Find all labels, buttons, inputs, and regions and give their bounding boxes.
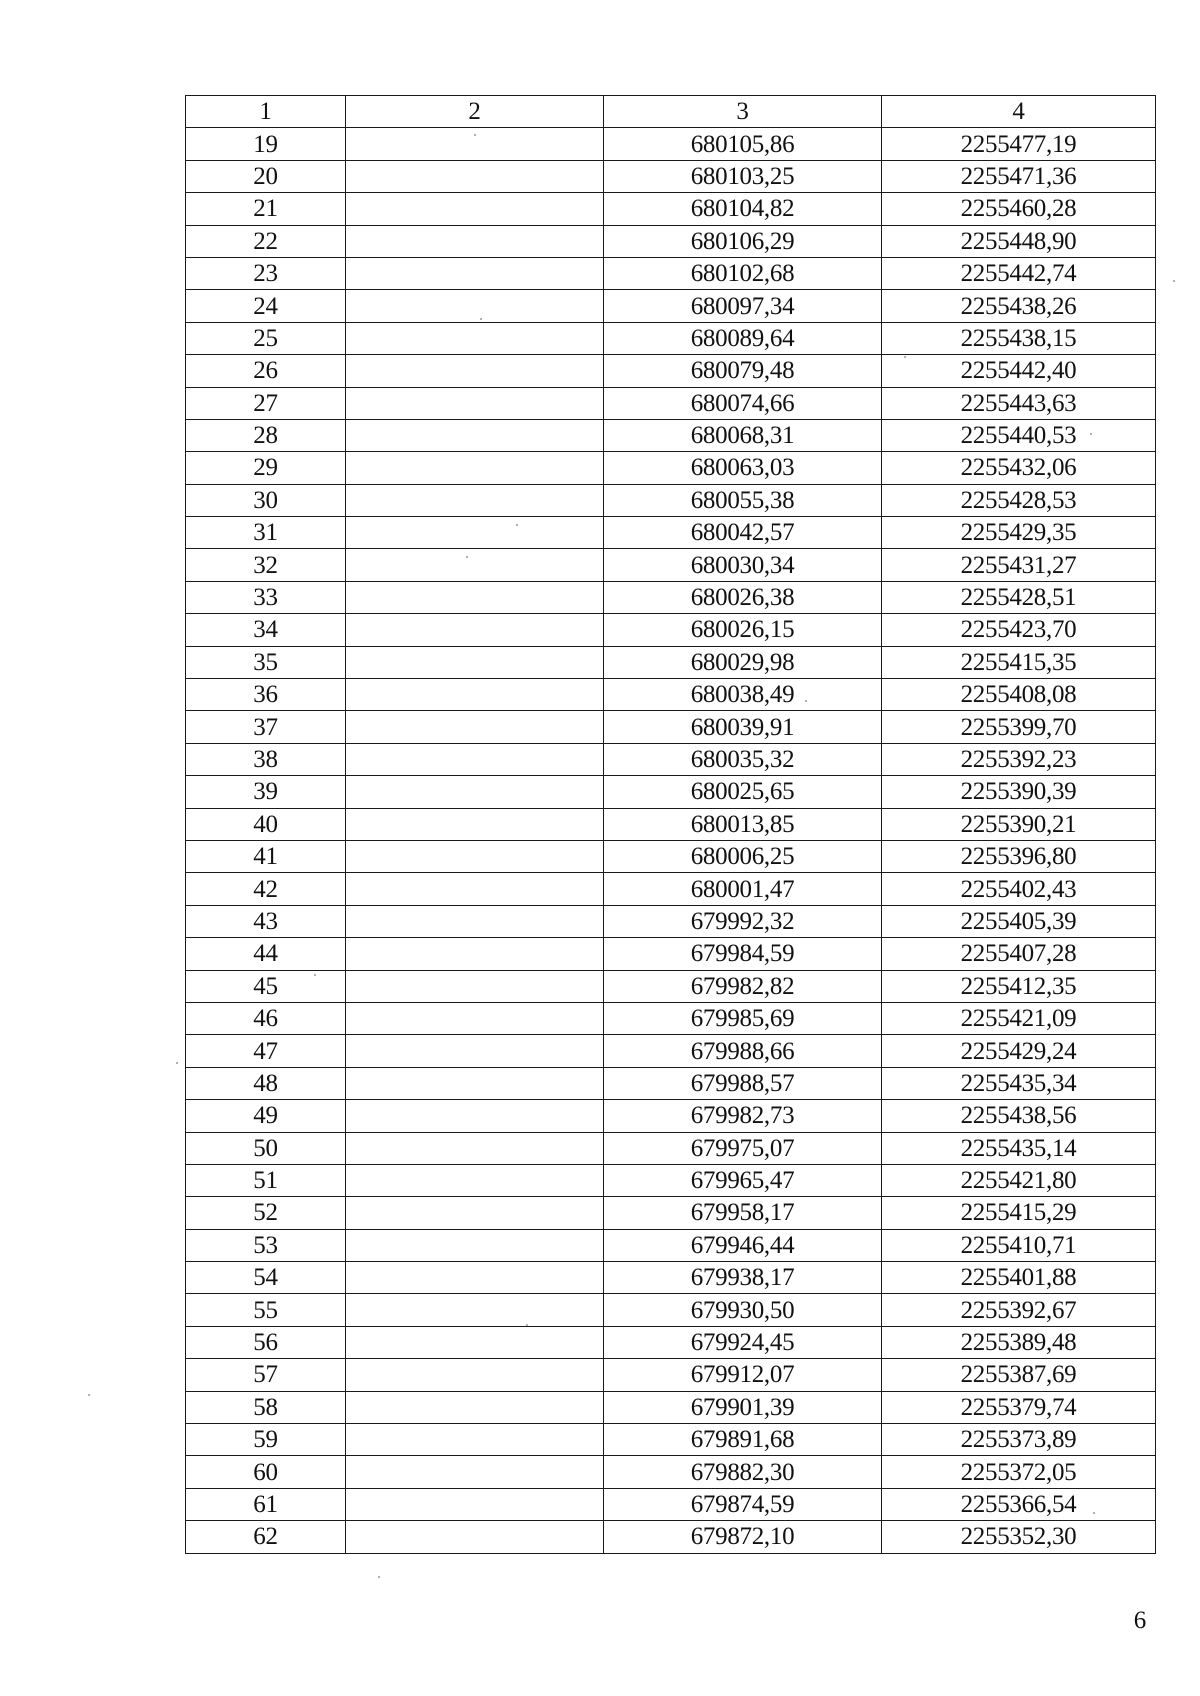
table-row <box>186 840 1156 872</box>
description-cell <box>346 419 604 451</box>
coordinate-x-cell: 680074,66 <box>604 387 882 419</box>
coordinate-x-cell: 679872,10 <box>604 1521 882 1553</box>
table-row <box>186 290 1156 322</box>
coordinate-x-cell: 680029,98 <box>604 646 882 678</box>
coordinate-x-cell: 680079,48 <box>604 355 882 387</box>
point-number-cell: 33 <box>186 581 346 613</box>
description-cell <box>346 905 604 937</box>
coordinate-x-cell: 679958,17 <box>604 1197 882 1229</box>
point-number-cell: 61 <box>186 1488 346 1520</box>
coordinate-y-cell: 2255415,35 <box>882 646 1156 678</box>
coordinate-y-cell: 2255429,24 <box>882 1035 1156 1067</box>
table-row <box>186 1294 1156 1326</box>
coordinate-x-cell: 680006,25 <box>604 840 882 872</box>
scan-speck <box>1093 1512 1095 1514</box>
coordinate-y-cell: 2255432,06 <box>882 452 1156 484</box>
point-number-cell: 54 <box>186 1262 346 1294</box>
description-cell <box>346 776 604 808</box>
table-row <box>186 387 1156 419</box>
coordinate-x-cell: 680030,34 <box>604 549 882 581</box>
point-number-cell: 50 <box>186 1132 346 1164</box>
table-row <box>186 355 1156 387</box>
point-number-cell: 23 <box>186 257 346 289</box>
point-number-cell: 46 <box>186 1002 346 1034</box>
coordinate-x-cell: 680097,34 <box>604 290 882 322</box>
table-row <box>186 970 1156 1002</box>
point-number-cell: 31 <box>186 517 346 549</box>
description-cell <box>346 452 604 484</box>
table-row <box>186 1488 1156 1520</box>
scan-speck <box>1090 433 1092 435</box>
coordinate-y-cell: 2255442,74 <box>882 257 1156 289</box>
coordinate-y-cell: 2255442,40 <box>882 355 1156 387</box>
table-row <box>186 322 1156 354</box>
table-row <box>186 193 1156 225</box>
table-row <box>186 1100 1156 1132</box>
coordinate-x-cell: 680042,57 <box>604 517 882 549</box>
point-number-cell: 49 <box>186 1100 346 1132</box>
coordinate-y-cell: 2255440,53 <box>882 419 1156 451</box>
coordinate-y-cell: 2255438,56 <box>882 1100 1156 1132</box>
coordinate-y-cell: 2255390,21 <box>882 808 1156 840</box>
coordinate-x-cell: 680105,86 <box>604 128 882 160</box>
table-row <box>186 1359 1156 1391</box>
description-cell <box>346 1456 604 1488</box>
description-cell <box>346 646 604 678</box>
point-number-cell: 56 <box>186 1326 346 1358</box>
scan-speck <box>480 318 482 320</box>
table-row <box>186 160 1156 192</box>
table-row <box>186 711 1156 743</box>
description-cell <box>346 840 604 872</box>
coordinate-y-cell: 2255438,15 <box>882 322 1156 354</box>
table-row <box>186 905 1156 937</box>
coordinate-x-cell: 680103,25 <box>604 160 882 192</box>
coordinate-y-cell: 2255438,26 <box>882 290 1156 322</box>
description-cell <box>346 581 604 613</box>
column-header-4: 4 <box>882 96 1156 128</box>
coordinate-x-cell: 680055,38 <box>604 484 882 516</box>
point-number-cell: 37 <box>186 711 346 743</box>
description-cell <box>346 1488 604 1520</box>
table-row <box>186 1391 1156 1423</box>
coordinate-y-cell: 2255428,51 <box>882 581 1156 613</box>
table-header <box>186 96 1156 128</box>
coordinate-y-cell: 2255399,70 <box>882 711 1156 743</box>
description-cell <box>346 257 604 289</box>
coordinate-x-cell: 680068,31 <box>604 419 882 451</box>
coordinate-x-cell: 680025,65 <box>604 776 882 808</box>
description-cell <box>346 1067 604 1099</box>
table-row <box>186 581 1156 613</box>
coordinate-x-cell: 679924,45 <box>604 1326 882 1358</box>
scan-speck <box>474 134 476 136</box>
point-number-cell: 62 <box>186 1521 346 1553</box>
table-row <box>186 1164 1156 1196</box>
table-row <box>186 1197 1156 1229</box>
coordinate-x-cell: 680013,85 <box>604 808 882 840</box>
description-cell <box>346 1132 604 1164</box>
coordinate-y-cell: 2255435,34 <box>882 1067 1156 1099</box>
point-number-cell: 26 <box>186 355 346 387</box>
coordinate-x-cell: 679985,69 <box>604 1002 882 1034</box>
point-number-cell: 43 <box>186 905 346 937</box>
point-number-cell: 45 <box>186 970 346 1002</box>
scan-speck <box>466 556 468 558</box>
coordinates-table <box>185 95 1156 1554</box>
description-cell <box>346 1262 604 1294</box>
table-row <box>186 1424 1156 1456</box>
description-cell <box>346 355 604 387</box>
coordinate-y-cell: 2255407,28 <box>882 938 1156 970</box>
coordinate-y-cell: 2255390,39 <box>882 776 1156 808</box>
coordinate-x-cell: 680063,03 <box>604 452 882 484</box>
point-number-cell: 29 <box>186 452 346 484</box>
description-cell <box>346 322 604 354</box>
point-number-cell: 48 <box>186 1067 346 1099</box>
coordinate-x-cell: 680089,64 <box>604 322 882 354</box>
point-number-cell: 25 <box>186 322 346 354</box>
table-row <box>186 549 1156 581</box>
description-cell <box>346 1359 604 1391</box>
point-number-cell: 35 <box>186 646 346 678</box>
coordinate-y-cell: 2255373,89 <box>882 1424 1156 1456</box>
coordinate-y-cell: 2255460,28 <box>882 193 1156 225</box>
coordinate-y-cell: 2255421,09 <box>882 1002 1156 1034</box>
table-row <box>186 517 1156 549</box>
column-header-3: 3 <box>604 96 882 128</box>
coordinate-y-cell: 2255352,30 <box>882 1521 1156 1553</box>
table-row <box>186 1456 1156 1488</box>
point-number-cell: 19 <box>186 128 346 160</box>
coordinate-y-cell: 2255387,69 <box>882 1359 1156 1391</box>
description-cell <box>346 1035 604 1067</box>
coordinate-y-cell: 2255431,27 <box>882 549 1156 581</box>
coordinate-x-cell: 679988,57 <box>604 1067 882 1099</box>
description-cell <box>346 225 604 257</box>
coordinate-x-cell: 679965,47 <box>604 1164 882 1196</box>
point-number-cell: 34 <box>186 614 346 646</box>
coordinate-y-cell: 2255415,29 <box>882 1197 1156 1229</box>
coordinate-y-cell: 2255408,08 <box>882 679 1156 711</box>
description-cell <box>346 873 604 905</box>
point-number-cell: 42 <box>186 873 346 905</box>
point-number-cell: 38 <box>186 743 346 775</box>
coordinate-x-cell: 679912,07 <box>604 1359 882 1391</box>
table-row <box>186 776 1156 808</box>
table-row <box>186 808 1156 840</box>
point-number-cell: 58 <box>186 1391 346 1423</box>
point-number-cell: 52 <box>186 1197 346 1229</box>
scan-speck <box>88 1394 90 1396</box>
table-row <box>186 128 1156 160</box>
coordinate-x-cell: 679982,82 <box>604 970 882 1002</box>
table-row <box>186 873 1156 905</box>
scan-speck <box>176 1062 178 1064</box>
table-row <box>186 484 1156 516</box>
coordinate-x-cell: 679982,73 <box>604 1100 882 1132</box>
coordinate-y-cell: 2255429,35 <box>882 517 1156 549</box>
point-number-cell: 59 <box>186 1424 346 1456</box>
table-row <box>186 452 1156 484</box>
coordinate-y-cell: 2255366,54 <box>882 1488 1156 1520</box>
description-cell <box>346 1229 604 1261</box>
header-row <box>186 96 1156 128</box>
description-cell <box>346 970 604 1002</box>
description-cell <box>346 711 604 743</box>
coordinate-x-cell: 680106,29 <box>604 225 882 257</box>
table-row <box>186 1035 1156 1067</box>
description-cell <box>346 679 604 711</box>
coordinate-y-cell: 2255389,48 <box>882 1326 1156 1358</box>
point-number-cell: 60 <box>186 1456 346 1488</box>
point-number-cell: 41 <box>186 840 346 872</box>
scan-speck <box>378 1576 380 1578</box>
table-row <box>186 1132 1156 1164</box>
description-cell <box>346 290 604 322</box>
coordinate-y-cell: 2255392,23 <box>882 743 1156 775</box>
description-cell <box>346 193 604 225</box>
coordinate-x-cell: 680038,49 <box>604 679 882 711</box>
table-row <box>186 1002 1156 1034</box>
coordinate-y-cell: 2255477,19 <box>882 128 1156 160</box>
table-row <box>186 257 1156 289</box>
table-row <box>186 419 1156 451</box>
table-row <box>186 938 1156 970</box>
description-cell <box>346 1197 604 1229</box>
table-body <box>186 128 1156 1553</box>
coordinate-x-cell: 679984,59 <box>604 938 882 970</box>
coordinate-y-cell: 2255421,80 <box>882 1164 1156 1196</box>
coordinate-x-cell: 679891,68 <box>604 1424 882 1456</box>
scan-speck <box>516 524 518 526</box>
page-number: 6 <box>1133 1607 1147 1634</box>
description-cell <box>346 1294 604 1326</box>
coordinate-x-cell: 679946,44 <box>604 1229 882 1261</box>
scan-speck <box>526 1324 528 1326</box>
coordinate-y-cell: 2255372,05 <box>882 1456 1156 1488</box>
coordinate-y-cell: 2255423,70 <box>882 614 1156 646</box>
table-row <box>186 614 1156 646</box>
point-number-cell: 32 <box>186 549 346 581</box>
scan-speck <box>805 700 807 702</box>
description-cell <box>346 484 604 516</box>
point-number-cell: 30 <box>186 484 346 516</box>
coordinate-x-cell: 679938,17 <box>604 1262 882 1294</box>
point-number-cell: 39 <box>186 776 346 808</box>
point-number-cell: 28 <box>186 419 346 451</box>
point-number-cell: 22 <box>186 225 346 257</box>
description-cell <box>346 743 604 775</box>
coordinate-y-cell: 2255401,88 <box>882 1262 1156 1294</box>
point-number-cell: 21 <box>186 193 346 225</box>
coordinate-y-cell: 2255402,43 <box>882 873 1156 905</box>
scan-speck <box>314 974 316 976</box>
description-cell <box>346 1521 604 1553</box>
point-number-cell: 36 <box>186 679 346 711</box>
table-row <box>186 1067 1156 1099</box>
point-number-cell: 24 <box>186 290 346 322</box>
coordinate-x-cell: 679975,07 <box>604 1132 882 1164</box>
coordinate-y-cell: 2255410,71 <box>882 1229 1156 1261</box>
point-number-cell: 44 <box>186 938 346 970</box>
coordinate-x-cell: 680104,82 <box>604 193 882 225</box>
coordinate-y-cell: 2255428,53 <box>882 484 1156 516</box>
coordinate-y-cell: 2255392,67 <box>882 1294 1156 1326</box>
coordinate-y-cell: 2255379,74 <box>882 1391 1156 1423</box>
column-header-1: 1 <box>186 96 346 128</box>
coordinate-x-cell: 680001,47 <box>604 873 882 905</box>
description-cell <box>346 1100 604 1132</box>
description-cell <box>346 160 604 192</box>
coordinate-y-cell: 2255471,36 <box>882 160 1156 192</box>
table-row <box>186 743 1156 775</box>
coordinate-x-cell: 680026,15 <box>604 614 882 646</box>
coordinate-y-cell: 2255412,35 <box>882 970 1156 1002</box>
point-number-cell: 55 <box>186 1294 346 1326</box>
coordinate-x-cell: 679874,59 <box>604 1488 882 1520</box>
description-cell <box>346 517 604 549</box>
point-number-cell: 20 <box>186 160 346 192</box>
point-number-cell: 53 <box>186 1229 346 1261</box>
description-cell <box>346 1002 604 1034</box>
point-number-cell: 27 <box>186 387 346 419</box>
description-cell <box>346 938 604 970</box>
table-row <box>186 225 1156 257</box>
description-cell <box>346 1424 604 1456</box>
point-number-cell: 47 <box>186 1035 346 1067</box>
coordinate-x-cell: 680026,38 <box>604 581 882 613</box>
coordinate-y-cell: 2255435,14 <box>882 1132 1156 1164</box>
coordinate-x-cell: 679930,50 <box>604 1294 882 1326</box>
description-cell <box>346 614 604 646</box>
table-row <box>186 1229 1156 1261</box>
point-number-cell: 57 <box>186 1359 346 1391</box>
scan-speck <box>904 356 906 358</box>
coordinate-y-cell: 2255396,80 <box>882 840 1156 872</box>
table-row <box>186 1326 1156 1358</box>
scan-speck <box>1173 280 1175 282</box>
coordinate-y-cell: 2255405,39 <box>882 905 1156 937</box>
description-cell <box>346 549 604 581</box>
description-cell <box>346 1391 604 1423</box>
point-number-cell: 40 <box>186 808 346 840</box>
description-cell <box>346 1164 604 1196</box>
coordinate-x-cell: 680102,68 <box>604 257 882 289</box>
table-row <box>186 1262 1156 1294</box>
description-cell <box>346 128 604 160</box>
coordinate-y-cell: 2255443,63 <box>882 387 1156 419</box>
description-cell <box>346 387 604 419</box>
description-cell <box>346 808 604 840</box>
coordinate-x-cell: 679901,39 <box>604 1391 882 1423</box>
coordinate-x-cell: 679992,32 <box>604 905 882 937</box>
column-header-2: 2 <box>346 96 604 128</box>
coordinate-x-cell: 680039,91 <box>604 711 882 743</box>
table-row <box>186 679 1156 711</box>
table-row <box>186 1521 1156 1553</box>
table-row <box>186 646 1156 678</box>
description-cell <box>346 1326 604 1358</box>
coordinate-x-cell: 680035,32 <box>604 743 882 775</box>
coordinate-y-cell: 2255448,90 <box>882 225 1156 257</box>
point-number-cell: 51 <box>186 1164 346 1196</box>
coordinate-x-cell: 679988,66 <box>604 1035 882 1067</box>
coordinate-x-cell: 679882,30 <box>604 1456 882 1488</box>
